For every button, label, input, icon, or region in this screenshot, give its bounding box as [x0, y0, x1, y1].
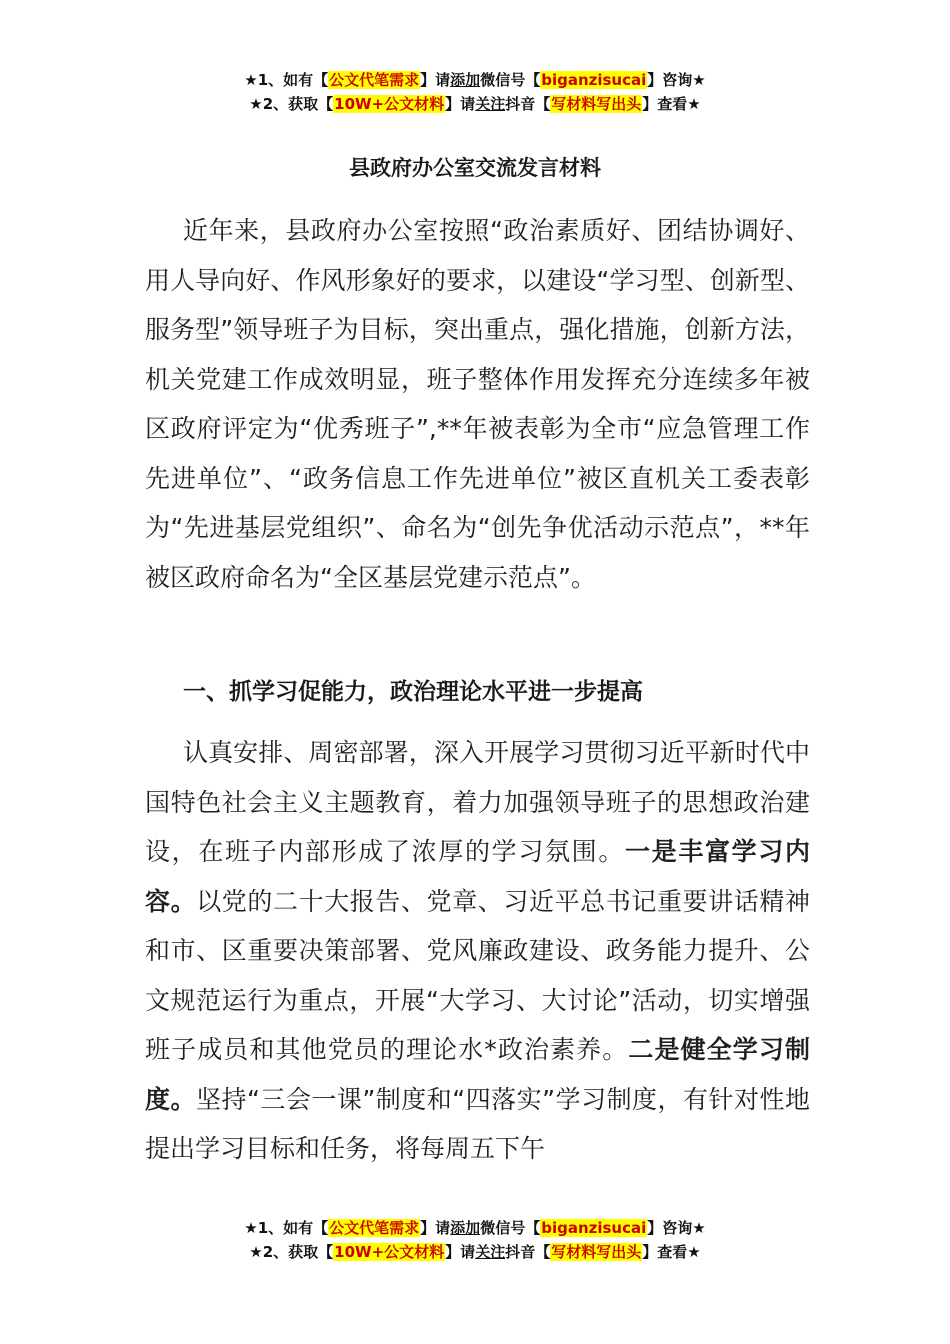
highlight-wechat-id: biganzisucai: [541, 71, 647, 89]
promo-text: 】查看: [642, 1243, 688, 1261]
promo-text: 】请: [420, 71, 451, 89]
promo-underlined: 添加: [450, 71, 481, 89]
paragraph-section-1: [145, 728, 810, 1174]
highlight-douyin: 写材料写出头: [551, 1243, 642, 1261]
promo-text: 1、如有【: [257, 1219, 329, 1237]
bold-lead-1: 一是丰富学习内容。: [145, 837, 810, 916]
promo-line-2: [0, 1240, 950, 1264]
highlight-wechat-id: biganzisucai: [541, 1219, 647, 1237]
paragraph-text: 以党的二十大报告、党章、习近平总书记重要讲话精神和市、区重要决策部署、党风廉政建设、政务能力提升、公文规范运行为重点，开展“大学习、大讨论”活动，切实增强班子成员和其他党员的理论水*政治素养。: [145, 886, 810, 1064]
promo-line-1: [0, 68, 950, 92]
promo-text: 抖音【: [505, 1243, 551, 1261]
bold-lead-2: 二是健全学习制度。: [145, 1035, 810, 1114]
star-icon: ★: [249, 95, 263, 113]
star-icon: ★: [692, 1219, 706, 1237]
highlight-materials: 10W+公文材料: [334, 1243, 445, 1261]
paragraph-intro: 近年来，县政府办公室按照“政治素质好、团结协调好、用人导向好、作风形象好的要求，以建设“学习型、创新型、服务型”领导班子为目标，突出重点，强化措施，创新方法，机关党建工作成效明显，班子整体作用发挥充分连续多年被区政府评定为“优秀班子”,**年被表彰为全市“应急管理工作先进单位”、“政务信息工作先进单位”被区直机关工委表彰为“先进基层党组织”、命名为“创先争优活动示范点”，**年被区政府命名为“全区基层党建示范点”。: [145, 216, 810, 592]
promo-underlined: 添加: [450, 1219, 481, 1237]
promo-text: 2、获取【: [262, 1243, 334, 1261]
promo-text: 】请: [420, 1219, 451, 1237]
document-title: 县政府办公室交流发言材料: [349, 156, 601, 180]
promo-underlined: 关注: [475, 95, 506, 113]
promo-banner-top: [0, 68, 950, 116]
paragraph-text: 坚持“三会一课”制度和“四落实”学习制度，有针对性地提出学习目标和任务，将每周五下午: [145, 1084, 810, 1163]
promo-text: 】请: [445, 1243, 476, 1261]
highlight-service: 公文代笔需求: [329, 1219, 420, 1237]
star-icon: ★: [687, 1243, 701, 1261]
promo-line-2: [0, 92, 950, 116]
promo-text: 】请: [445, 95, 476, 113]
promo-text: 】咨询: [647, 1219, 693, 1237]
promo-banner-bottom: [0, 1216, 950, 1264]
promo-text: 微信号【: [480, 71, 541, 89]
highlight-service: 公文代笔需求: [329, 71, 420, 89]
promo-text: 抖音【: [505, 95, 551, 113]
star-icon: ★: [244, 1219, 258, 1237]
paragraph-text: 认真安排、周密部署，深入开展学习贯彻习近平新时代中国特色社会主义主题教育，着力加强领导班子的思想政治建设，在班子内部形成了浓厚的学习氛围。: [145, 738, 810, 866]
promo-line-1: [0, 1216, 950, 1240]
promo-text: 微信号【: [480, 1219, 541, 1237]
promo-text: 1、如有【: [257, 71, 329, 89]
highlight-materials: 10W+公文材料: [334, 95, 445, 113]
highlight-douyin: 写材料写出头: [551, 95, 642, 113]
promo-text: 】咨询: [647, 71, 693, 89]
promo-underlined: 关注: [475, 1243, 506, 1261]
star-icon: ★: [244, 71, 258, 89]
star-icon: ★: [692, 71, 706, 89]
promo-text: 】查看: [642, 95, 688, 113]
promo-text: 2、获取【: [262, 95, 334, 113]
star-icon: ★: [687, 95, 701, 113]
section-heading-1: 一、抓学习促能力，政治理论水平进一步提高: [183, 679, 643, 705]
star-icon: ★: [249, 1243, 263, 1261]
